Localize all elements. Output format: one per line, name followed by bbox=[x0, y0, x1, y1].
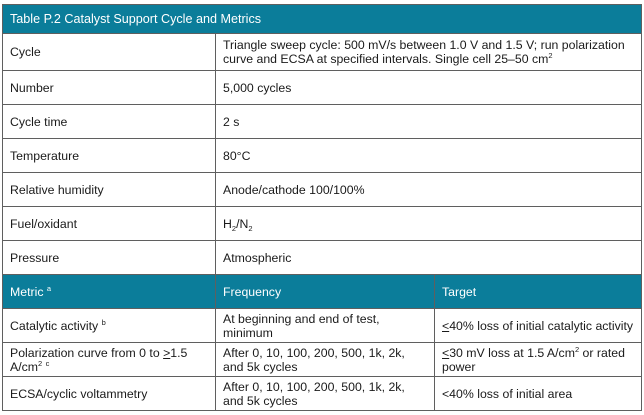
table-row bbox=[3, 343, 642, 377]
table-row bbox=[3, 207, 642, 241]
table-row bbox=[3, 173, 642, 207]
param-label: Pressure bbox=[3, 241, 216, 275]
target-cell: <30 mV loss at 1.5 $A/cm^2$ or rated power bbox=[435, 343, 642, 377]
catalyst-support-table bbox=[2, 4, 642, 411]
param-label: Fuel/oxidant bbox=[3, 207, 216, 241]
metric-header-row bbox=[3, 275, 642, 309]
param-value: 5,000 cycles bbox=[216, 71, 642, 105]
table-row bbox=[3, 71, 642, 105]
target-cell: <40% loss of initial area bbox=[435, 377, 642, 411]
table-row bbox=[3, 105, 642, 139]
param-value: 2 s bbox=[216, 105, 642, 139]
frequency-column-header: Frequency bbox=[216, 275, 435, 309]
target-column-header: Target bbox=[435, 275, 642, 309]
table-row bbox=[3, 377, 642, 411]
frequency-cell: After 0, 10, 100, 200, 500, 1k, 2k, and 5k cycles bbox=[216, 343, 435, 377]
metric-column-header: Metric $^a$ bbox=[3, 275, 216, 309]
metric-cell: ECSA/cyclic voltammetry bbox=[3, 377, 216, 411]
table-row bbox=[3, 139, 642, 173]
param-value: Anode/cathode 100/100% bbox=[216, 173, 642, 207]
param-label: Relative humidity bbox=[3, 173, 216, 207]
frequency-cell: At beginning and end of test, minimum bbox=[216, 309, 435, 343]
frequency-cell: After 0, 10, 100, 200, 500, 1k, 2k, and 5k cycles bbox=[216, 377, 435, 411]
metric-cell: Catalytic activity $^b$ bbox=[3, 309, 216, 343]
param-value: Triangle sweep cycle: 500 mV/s between 1.0 V and 1.5 V; run polarization curve and ECSA at specified intervals. Single cell 25–50 $cm^2$ bbox=[216, 34, 642, 71]
metric-cell: Polarization curve from 0 to >1.5 $A/cm^2$ $^c$ bbox=[3, 343, 216, 377]
param-value: $H_2/N_2$ bbox=[216, 207, 642, 241]
table-row bbox=[3, 241, 642, 275]
param-label: Temperature bbox=[3, 139, 216, 173]
param-value: 80°C bbox=[216, 139, 642, 173]
param-label: Number bbox=[3, 71, 216, 105]
table-row bbox=[3, 309, 642, 343]
table-title-row bbox=[3, 5, 642, 34]
param-value: Atmospheric bbox=[216, 241, 642, 275]
target-cell: <40% loss of initial catalytic activity bbox=[435, 309, 642, 343]
table-row bbox=[3, 34, 642, 71]
param-label: Cycle time bbox=[3, 105, 216, 139]
table-title: Table P.2 Catalyst Support Cycle and Metrics bbox=[3, 5, 642, 34]
param-label: Cycle bbox=[3, 34, 216, 71]
